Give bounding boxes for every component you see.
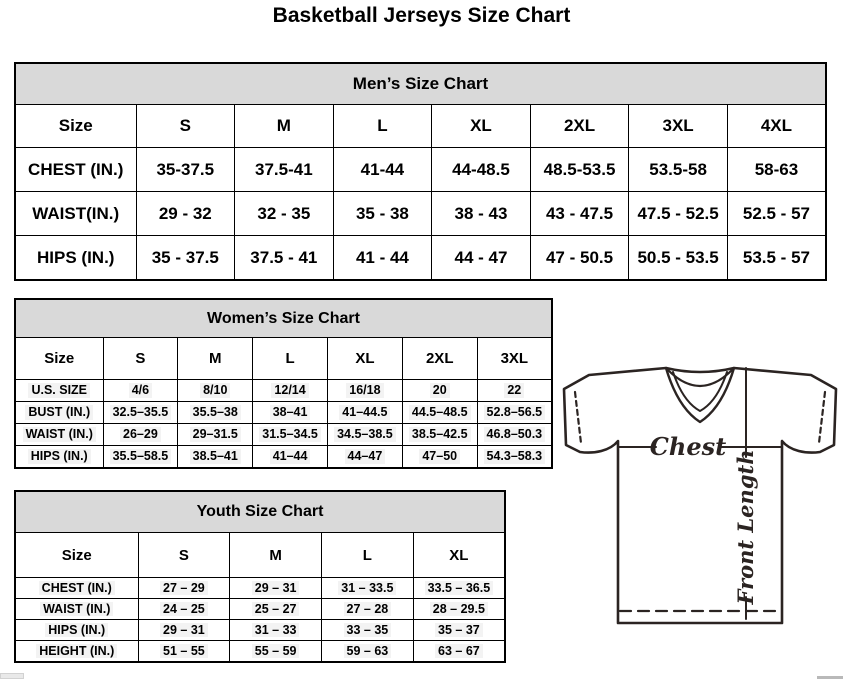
womens-table-row (15, 424, 552, 446)
womens-table-row (15, 402, 552, 424)
youth-row-label-text: CHEST (IN.) (39, 581, 115, 595)
mens-table-row (15, 148, 826, 192)
womens-value-cell (253, 380, 328, 402)
youth-value-cell (413, 620, 505, 641)
youth-row-label (15, 641, 138, 663)
womens-column-header-m: M (178, 338, 253, 380)
womens-value-cell (178, 402, 253, 424)
youth-value-text: 33 – 35 (344, 623, 392, 637)
youth-column-header-m: M (230, 533, 322, 578)
womens-value-cell (103, 380, 178, 402)
womens-size-table (14, 298, 553, 469)
mens-row-label: CHEST (IN.) (15, 148, 136, 192)
jersey-outline-shape (564, 368, 836, 623)
womens-table-row (15, 446, 552, 469)
womens-row-label (15, 424, 103, 446)
horizontal-scrollbar-fragment[interactable] (0, 673, 24, 679)
youth-row-label (15, 578, 138, 599)
womens-value-text: 29–31.5 (190, 427, 241, 441)
youth-value-cell (230, 578, 322, 599)
mens-value-cell: 35-37.5 (136, 148, 235, 192)
womens-column-header-3xl: 3XL (477, 338, 552, 380)
mens-column-header-size: Size (15, 105, 136, 148)
youth-value-cell (230, 641, 322, 663)
mens-value-cell: 50.5 - 53.5 (629, 236, 728, 281)
womens-value-cell (402, 446, 477, 469)
womens-value-cell (327, 380, 402, 402)
youth-value-text: 27 – 28 (344, 602, 392, 616)
youth-column-header-xl: XL (413, 533, 505, 578)
youth-table-row (15, 578, 505, 599)
mens-value-cell: 37.5 - 41 (235, 236, 334, 281)
womens-value-text: 38.5–41 (190, 449, 241, 463)
womens-value-cell (327, 402, 402, 424)
youth-table-row (15, 599, 505, 620)
youth-row-label-text: WAIST (IN.) (40, 602, 113, 616)
youth-value-text: 59 – 63 (344, 644, 392, 658)
youth-row-label (15, 620, 138, 641)
womens-row-label (15, 380, 103, 402)
mens-table-row (15, 236, 826, 281)
youth-value-text: 24 – 25 (160, 602, 208, 616)
womens-row-label-text: U.S. SIZE (28, 383, 90, 397)
mens-value-cell: 48.5-53.5 (530, 148, 629, 192)
womens-value-text: 52.8–56.5 (484, 405, 546, 419)
page-title: Basketball Jerseys Size Chart (272, 4, 571, 27)
womens-value-cell (103, 424, 178, 446)
mens-value-cell: 53.5 - 57 (727, 236, 826, 281)
womens-column-header-s: S (103, 338, 178, 380)
womens-column-header-2xl: 2XL (402, 338, 477, 380)
womens-value-cell (477, 380, 552, 402)
womens-row-label-text: WAIST (IN.) (23, 427, 96, 441)
youth-value-text: 29 – 31 (160, 623, 208, 637)
youth-table-row (15, 620, 505, 641)
womens-value-text: 54.3–58.3 (484, 449, 546, 463)
womens-value-cell (327, 446, 402, 469)
womens-value-text: 12/14 (271, 383, 308, 397)
womens-row-label (15, 402, 103, 424)
womens-value-text: 34.5–38.5 (334, 427, 396, 441)
mens-value-cell: 37.5-41 (235, 148, 334, 192)
youth-value-cell (138, 641, 230, 663)
womens-value-cell (477, 424, 552, 446)
womens-value-cell (402, 380, 477, 402)
mens-column-header-2xl: 2XL (530, 105, 629, 148)
jersey-measurement-diagram (556, 355, 843, 647)
youth-value-text: 29 – 31 (252, 581, 300, 595)
youth-value-text: 27 – 29 (160, 581, 208, 595)
womens-value-text: 41–44.5 (339, 405, 390, 419)
womens-value-text: 4/6 (129, 383, 152, 397)
womens-value-cell (253, 446, 328, 469)
womens-column-header-size: Size (15, 338, 103, 380)
womens-value-cell (402, 424, 477, 446)
youth-value-text: 33.5 – 36.5 (425, 581, 494, 595)
mens-value-cell: 38 - 43 (432, 192, 531, 236)
womens-value-text: 44.5–48.5 (409, 405, 471, 419)
womens-value-cell (402, 402, 477, 424)
youth-value-text: 51 – 55 (160, 644, 208, 658)
mens-column-header-xl: XL (432, 105, 531, 148)
womens-value-cell (178, 380, 253, 402)
womens-row-label-text: HIPS (IN.) (28, 449, 91, 463)
youth-value-cell (413, 641, 505, 663)
youth-row-label-text: HIPS (IN.) (45, 623, 108, 637)
mens-value-cell: 35 - 38 (333, 192, 432, 236)
womens-row-label (15, 446, 103, 469)
youth-value-cell (322, 641, 414, 663)
mens-table-title: Men’s Size Chart (15, 63, 826, 105)
youth-table-row (15, 641, 505, 663)
womens-table-title: Women’s Size Chart (15, 299, 552, 338)
mens-column-header-m: M (235, 105, 334, 148)
womens-value-cell (477, 402, 552, 424)
womens-value-cell (253, 402, 328, 424)
womens-value-cell (327, 424, 402, 446)
mens-value-cell: 53.5-58 (629, 148, 728, 192)
youth-value-cell (322, 578, 414, 599)
youth-value-text: 25 – 27 (252, 602, 300, 616)
youth-column-header-l: L (322, 533, 414, 578)
womens-value-text: 22 (504, 383, 524, 397)
youth-value-cell (413, 599, 505, 620)
youth-value-text: 63 – 67 (435, 644, 483, 658)
mens-value-cell: 35 - 37.5 (136, 236, 235, 281)
womens-value-text: 31.5–34.5 (259, 427, 321, 441)
womens-value-text: 41–44 (270, 449, 311, 463)
mens-size-table (14, 62, 827, 281)
womens-value-text: 35.5–38 (190, 405, 241, 419)
chest-measure-label: Chest (649, 432, 727, 461)
mens-value-cell: 52.5 - 57 (727, 192, 826, 236)
youth-value-text: 28 – 29.5 (430, 602, 488, 616)
mens-row-label: WAIST(IN.) (15, 192, 136, 236)
womens-table-row (15, 380, 552, 402)
mens-row-label: HIPS (IN.) (15, 236, 136, 281)
mens-column-header-4xl: 4XL (727, 105, 826, 148)
womens-value-text: 8/10 (200, 383, 230, 397)
womens-value-text: 38–41 (270, 405, 311, 419)
youth-value-text: 35 – 37 (435, 623, 483, 637)
youth-table-title: Youth Size Chart (15, 491, 505, 533)
mens-column-header-s: S (136, 105, 235, 148)
youth-value-text: 31 – 33 (252, 623, 300, 637)
youth-row-label (15, 599, 138, 620)
womens-value-cell (253, 424, 328, 446)
mens-value-cell: 44-48.5 (432, 148, 531, 192)
womens-column-header-xl: XL (327, 338, 402, 380)
mens-value-cell: 29 - 32 (136, 192, 235, 236)
mens-value-cell: 44 - 47 (432, 236, 531, 281)
womens-value-cell (477, 446, 552, 469)
youth-column-header-s: S (138, 533, 230, 578)
youth-value-cell (322, 599, 414, 620)
mens-value-cell: 41-44 (333, 148, 432, 192)
mens-value-cell: 41 - 44 (333, 236, 432, 281)
womens-value-cell (178, 424, 253, 446)
mens-value-cell: 58-63 (727, 148, 826, 192)
womens-value-text: 47–50 (419, 449, 460, 463)
mens-value-cell: 32 - 35 (235, 192, 334, 236)
womens-value-text: 16/18 (346, 383, 383, 397)
mens-column-header-3xl: 3XL (629, 105, 728, 148)
youth-value-cell (138, 620, 230, 641)
womens-value-text: 20 (430, 383, 450, 397)
youth-value-text: 55 – 59 (252, 644, 300, 658)
womens-value-text: 46.8–50.3 (484, 427, 546, 441)
youth-value-cell (413, 578, 505, 599)
youth-column-header-size: Size (15, 533, 138, 578)
womens-value-text: 44–47 (345, 449, 386, 463)
youth-value-text: 31 – 33.5 (338, 581, 396, 595)
youth-value-cell (138, 599, 230, 620)
mens-column-header-l: L (333, 105, 432, 148)
womens-value-cell (103, 446, 178, 469)
front-length-measure-label: Front Length (733, 449, 758, 605)
mens-value-cell: 43 - 47.5 (530, 192, 629, 236)
mens-table-row (15, 192, 826, 236)
womens-column-header-l: L (253, 338, 328, 380)
womens-value-text: 38.5–42.5 (409, 427, 471, 441)
youth-value-cell (322, 620, 414, 641)
youth-row-label-text: HEIGHT (IN.) (36, 644, 117, 658)
womens-value-text: 32.5–35.5 (110, 405, 172, 419)
youth-value-cell (138, 578, 230, 599)
womens-row-label-text: BUST (IN.) (25, 405, 93, 419)
youth-size-table (14, 490, 506, 663)
womens-value-text: 35.5–58.5 (110, 449, 172, 463)
youth-value-cell (230, 599, 322, 620)
womens-value-cell (178, 446, 253, 469)
womens-value-cell (103, 402, 178, 424)
womens-value-text: 26–29 (120, 427, 161, 441)
youth-value-cell (230, 620, 322, 641)
mens-value-cell: 47.5 - 52.5 (629, 192, 728, 236)
mens-value-cell: 47 - 50.5 (530, 236, 629, 281)
